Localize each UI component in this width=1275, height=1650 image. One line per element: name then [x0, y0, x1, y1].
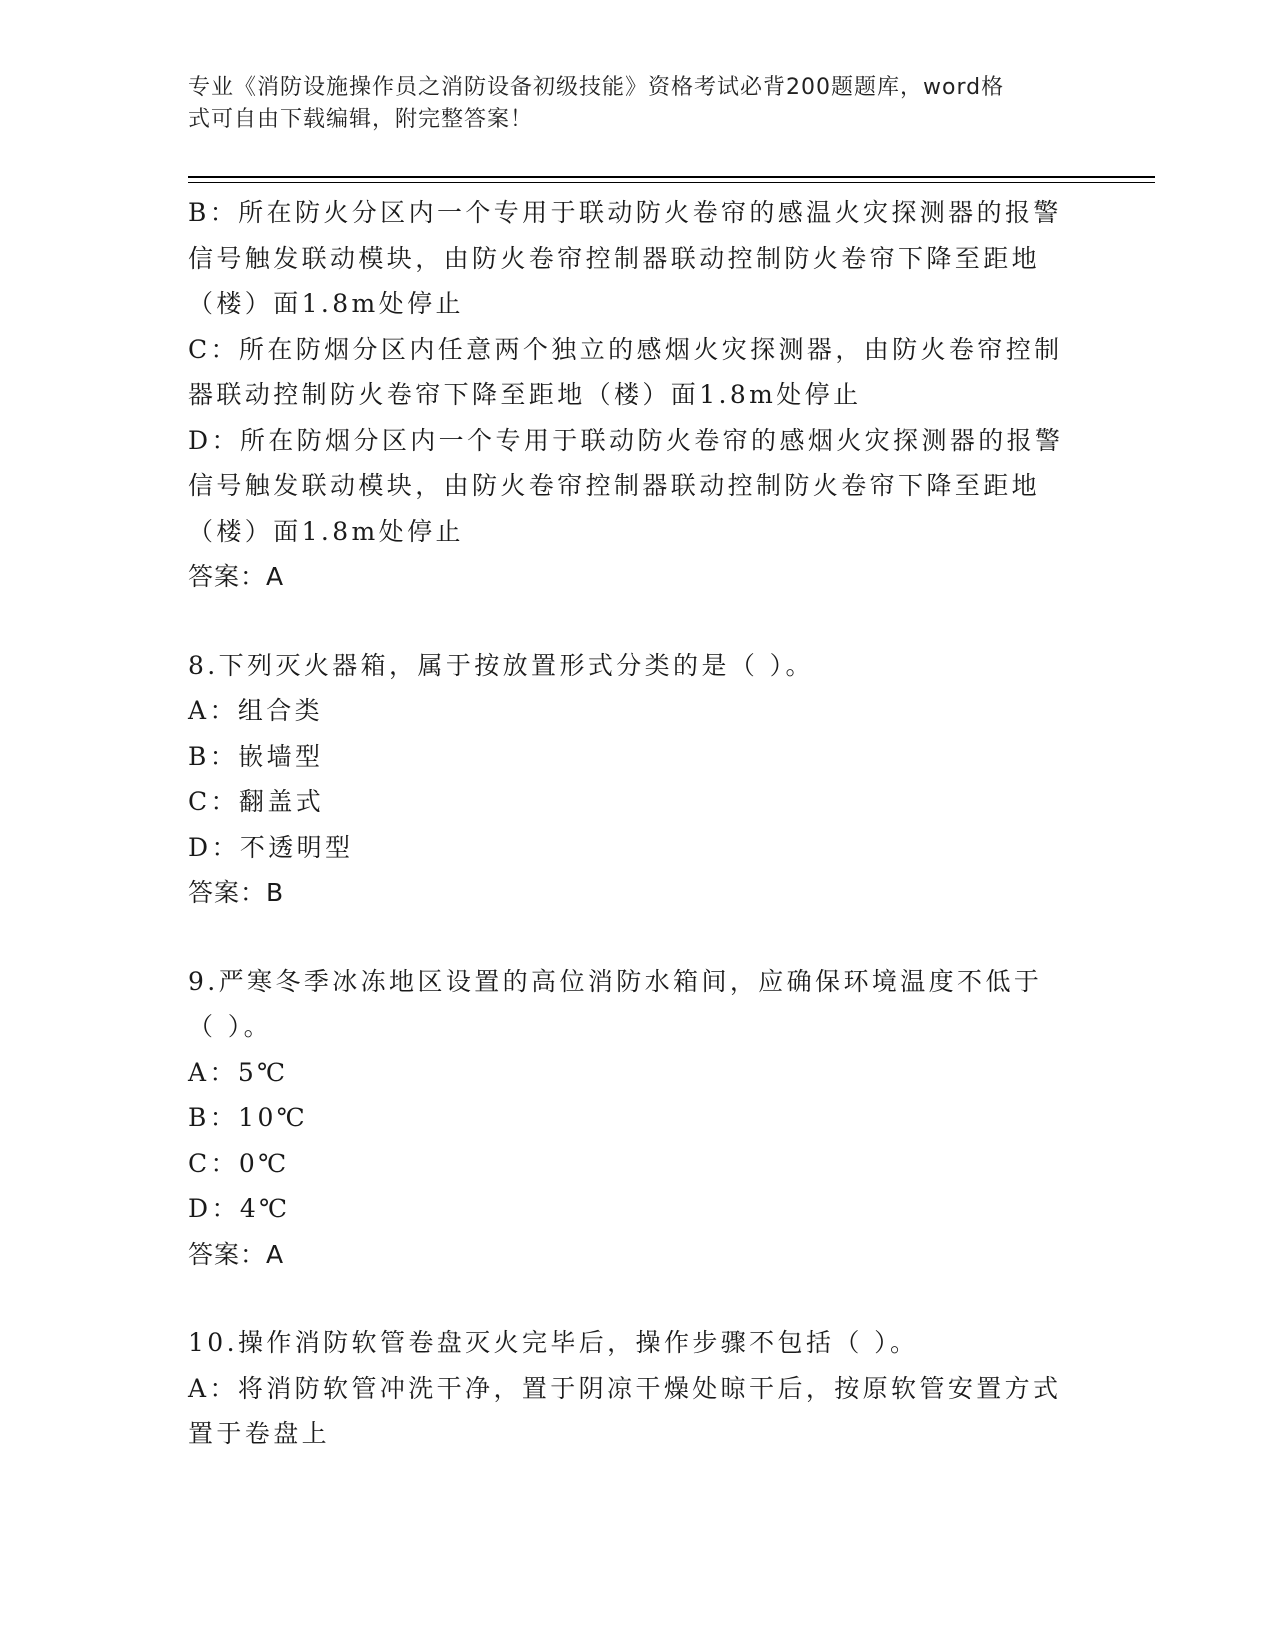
- question-9-text-line-1: 9.严寒冬季冰冻地区设置的高位消防水箱间，应确保环境温度不低于: [188, 966, 1043, 996]
- question-9: [188, 959, 1088, 1278]
- spacer: [188, 916, 1088, 959]
- option-d-line-2: 信号触发联动模块，由防火卷帘控制器联动控制防火卷帘下降至距地: [188, 471, 1041, 500]
- option-d-line-1: D：所在防烟分区内一个专用于联动防火卷帘的感烟火灾探测器的报警: [188, 425, 1064, 455]
- question-9-text-line-2: （ ）。: [188, 1012, 273, 1041]
- document-header: [188, 72, 1068, 136]
- header-rule-thin: [188, 182, 1155, 183]
- header-rule-thick: [188, 176, 1155, 178]
- option-b: B：嵌墙型: [188, 741, 324, 771]
- option-b: B：10℃: [188, 1103, 309, 1132]
- question-8-text: 8.下列灭火器箱，属于按放置形式分类的是（ ）。: [188, 650, 814, 680]
- option-d-line-3: （楼）面1.8m处停止: [188, 516, 464, 546]
- spacer: [188, 600, 1088, 643]
- option-d: D：4℃: [188, 1194, 291, 1223]
- question-8: [188, 643, 1088, 916]
- option-c-line-1: C：所在防烟分区内任意两个独立的感烟火灾探测器，由防火卷帘控制: [188, 334, 1063, 364]
- document-body: [188, 190, 1088, 1457]
- answer-8: 答案：B: [188, 878, 285, 907]
- option-d: D：不透明型: [188, 832, 354, 862]
- option-c-line-2: 器联动控制防火卷帘下降至距地（楼）面1.8m处停止: [188, 380, 862, 409]
- header-line-2: 式可自由下载编辑，附完整答案！: [188, 107, 534, 132]
- answer-9: 答案：A: [188, 1239, 285, 1269]
- spacer: [188, 1277, 1088, 1320]
- question-10: [188, 1320, 1088, 1457]
- option-c: C：翻盖式: [188, 787, 325, 816]
- answer-7: 答案：A: [188, 562, 285, 591]
- question-10-text: 10.操作消防软管卷盘灭火完毕后，操作步骤不包括（ ）。: [188, 1328, 919, 1357]
- header-line-1: 专业《消防设施操作员之消防设备初级技能》资格考试必背200题题库，word格: [188, 75, 1005, 100]
- question-7-continued: [188, 190, 1088, 600]
- option-c: C：0℃: [188, 1148, 290, 1178]
- option-b-line-1: B：所在防火分区内一个专用于联动防火卷帘的感温火灾探测器的报警: [188, 198, 1062, 227]
- option-a-line-2: 置于卷盘上: [188, 1419, 331, 1448]
- option-b-line-3: （楼）面1.8m处停止: [188, 289, 464, 318]
- option-a-line-1: A：将消防软管冲洗干净，置于阴凉干燥处晾干后，按原软管安置方式: [188, 1373, 1062, 1403]
- option-b-line-2: 信号触发联动模块，由防火卷帘控制器联动控制防火卷帘下降至距地: [188, 243, 1041, 273]
- option-a: A：组合类: [188, 696, 324, 725]
- option-a: A：5℃: [188, 1057, 289, 1087]
